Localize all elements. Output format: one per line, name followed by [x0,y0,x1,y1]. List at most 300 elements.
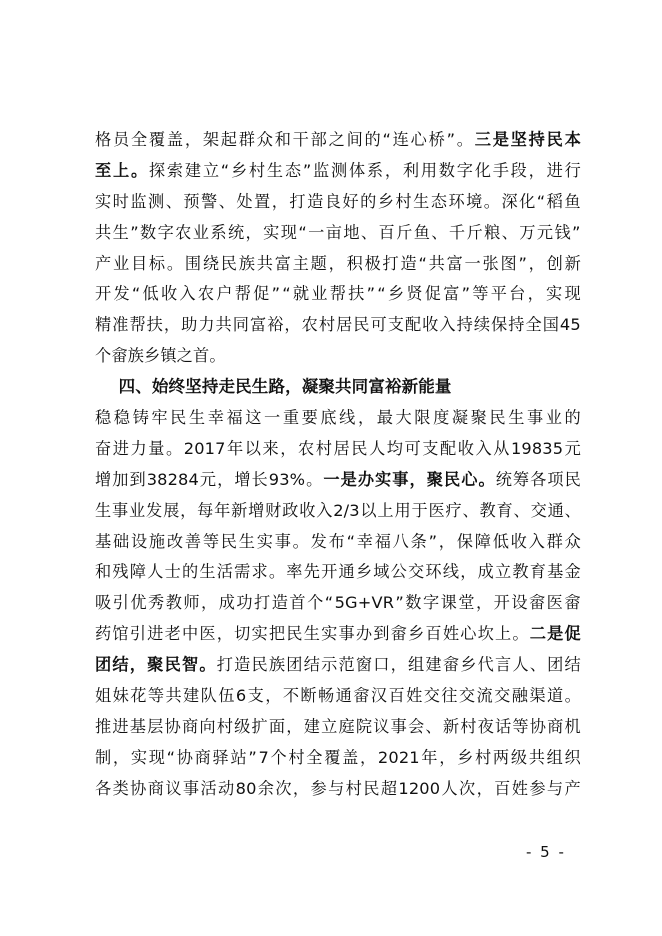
text-glyph: “ [346,531,356,551]
text-glyph: 凝 [451,408,469,428]
text-glyph: 事 [526,408,544,428]
text-glyph: 个 [307,593,324,613]
text-glyph: 、 [431,222,448,242]
text-glyph: ， [438,531,456,551]
text-glyph: 农 [175,222,192,242]
text-glyph: 支 [422,438,439,458]
text-glyph: 一 [464,253,481,273]
text-glyph: 求 [251,562,268,582]
text-glyph: 是 [492,130,510,149]
text-glyph: 保 [491,315,508,335]
text-glyph: 索 [166,160,184,180]
text-glyph: 会 [408,716,425,736]
text-glyph: 加 [112,469,129,489]
text-glyph: ， [439,747,456,767]
text-glyph: 发 [146,500,163,520]
text-glyph: 先 [303,562,321,582]
text-glyph: 和 [274,130,292,149]
text-glyph: 最 [376,408,394,428]
text-glyph: 残 [112,562,129,582]
text-line [95,588,581,619]
text-glyph: 汉 [370,686,388,706]
text-glyph: 次 [459,778,476,798]
text-line [95,249,581,280]
text-line [95,125,581,156]
text-glyph: 2021 [377,747,420,767]
text-glyph: 商 [547,716,564,736]
text-glyph: 深 [501,191,518,211]
text-glyph: 乡 [460,655,477,675]
text-glyph: 时 [112,191,130,211]
text-glyph: 立 [321,716,338,736]
text-glyph: 流 [476,686,493,706]
text-glyph: 课 [440,593,457,613]
text-glyph: ” [518,253,527,273]
text-glyph: “ [298,222,307,242]
text-glyph: 村 [248,160,266,180]
text-glyph: 首 [289,593,306,613]
text-glyph: ， [180,500,197,520]
text-glyph: 以 [244,438,262,458]
text-glyph: 开 [95,284,112,304]
text-glyph: 增 [234,469,251,489]
text-glyph: 连 [392,130,410,149]
text-glyph: 共 [256,253,274,273]
text-glyph: 产 [564,778,581,798]
text-glyph: 代 [477,655,494,675]
text-glyph: 年 [226,438,244,458]
text-glyph: 八 [392,531,410,551]
text-glyph: 覆 [324,747,341,767]
text-glyph: 稳 [113,408,131,428]
text-glyph: 往 [441,686,458,706]
text-glyph: 实 [546,284,563,304]
text-glyph: 统 [495,469,513,489]
text-glyph: 线 [339,408,356,428]
text-glyph: 聚 [426,469,444,489]
text-glyph: 活 [200,778,217,798]
text-glyph: 畅 [318,686,335,706]
text-glyph: ， [527,284,544,304]
text-line [95,434,581,465]
text-glyph: 秀 [148,593,165,613]
text-glyph: 测 [148,191,165,211]
text-glyph: 于 [411,500,428,520]
text-glyph: ， [475,593,493,613]
text-glyph: 配 [439,438,457,458]
text-glyph: 层 [147,716,164,736]
text-glyph: 实 [251,624,268,644]
text-glyph: 新 [564,253,581,273]
text-glyph: 院 [355,716,373,736]
text-glyph: 建 [303,716,321,736]
text-glyph: 展 [163,500,180,520]
text-glyph: 。 [478,469,495,489]
page-number: - 5 - [526,843,566,861]
text-glyph: 全 [130,130,148,149]
text-glyph: 财 [265,500,282,520]
text-glyph: 态 [430,191,448,211]
text-glyph: 度 [433,408,450,428]
text-line [95,218,581,249]
text-glyph: 士 [164,562,181,582]
text-glyph: 不 [282,686,300,706]
text-glyph: ， [528,160,545,180]
text-glyph: 坚 [510,130,527,149]
text-glyph: ， [184,130,202,149]
text-glyph: 级 [234,716,251,736]
text-glyph: 建 [184,160,202,180]
text-glyph: 45 [559,315,581,335]
text-glyph: 活 [216,562,234,582]
text-glyph: 。 [306,469,323,489]
text-glyph: 村 [318,315,336,335]
text-glyph: 协 [176,747,194,767]
text-glyph: 团 [286,655,303,675]
text-glyph: 族 [268,655,286,675]
text-glyph: 团 [547,655,564,675]
text-glyph: 、 [529,655,547,675]
text-glyph: 推 [95,716,112,736]
text-glyph: 结 [303,655,321,675]
text-glyph: 入 [528,531,545,551]
text-glyph: 制 [95,747,112,767]
text-glyph: 实 [95,191,112,211]
text-line [95,650,581,681]
text-glyph: 到 [373,624,390,644]
text-glyph: 生 [508,408,525,428]
text-glyph: “ [536,191,546,211]
text-glyph: 个 [270,747,287,767]
text-glyph: ， [271,191,289,211]
text-glyph: 环 [448,191,465,211]
text-glyph: 现 [564,284,581,304]
text-glyph: 次 [275,778,292,798]
text-glyph: 富 [446,253,463,273]
text-glyph: 医 [199,624,216,644]
text-glyph: ， [390,655,407,675]
text-glyph: 断 [300,686,317,706]
text-glyph: 上 [112,160,130,180]
text-glyph: 。 [564,686,581,706]
text-glyph: 本 [564,130,581,149]
text-glyph: 民 [546,130,563,149]
text-glyph: 教 [165,593,183,613]
text-glyph: 稻 [546,191,564,211]
text-glyph: ， [528,253,545,273]
text-glyph: 居 [333,438,350,458]
text-glyph: 实 [256,531,274,551]
text-glyph: 户 [216,284,233,304]
text-glyph: 心 [460,624,477,644]
text-glyph: 盖 [342,747,359,767]
text-glyph: 要 [301,408,318,428]
text-glyph: 花 [130,686,147,706]
text-glyph: 共 [95,222,112,242]
text-glyph: “ [131,284,141,304]
text-glyph: 农 [301,315,318,335]
text-glyph: 教 [512,562,529,582]
text-glyph: ， [328,253,345,273]
text-glyph: 共 [215,315,232,335]
text-glyph: 数 [438,160,456,180]
text-glyph: ” [395,593,404,613]
text-glyph: 师 [183,593,200,613]
text-glyph: 生 [95,500,112,520]
text-glyph: 极 [364,253,381,273]
text-glyph: 级 [510,747,528,767]
text-glyph: 到 [129,469,146,489]
text-glyph: 百 [494,778,511,798]
text-glyph: 百 [378,222,395,242]
text-glyph: 医 [546,593,564,613]
text-glyph: 民 [351,438,368,458]
text-glyph: 实 [263,222,280,242]
text-glyph: 均 [386,438,404,458]
text-glyph: ， [476,778,493,798]
text-glyph: 各 [530,469,547,489]
text-glyph: 组 [408,655,425,675]
text-glyph: 商 [147,778,165,798]
text-glyph: 粮 [484,222,501,242]
text-glyph: 共 [528,747,546,767]
text-glyph: 基 [95,531,112,551]
text-glyph: 斤 [466,222,483,242]
text-glyph: 万 [519,222,536,242]
text-glyph: 体 [348,160,366,180]
text-glyph: 入 [316,500,333,520]
text-glyph: 。 [292,531,309,551]
text-glyph: 实 [130,747,148,767]
text-glyph: 限 [414,408,431,428]
text-glyph: 之 [328,130,345,149]
text-glyph: 善 [184,531,202,551]
text-glyph: ， [265,686,282,706]
text-glyph: 钱 [554,222,571,242]
text-glyph: 金 [564,562,581,582]
text-line [95,156,581,187]
text-glyph: ， [409,469,426,489]
text-glyph: 。 [166,253,184,273]
text-glyph: ” [302,160,312,180]
text-glyph: 商 [194,747,211,767]
text-glyph: 化 [519,191,536,211]
text-glyph: 增 [95,469,112,489]
text-glyph: ” [248,747,257,767]
text-glyph: 量 [148,438,165,458]
text-glyph: 设 [130,531,148,551]
text-glyph: 促 [424,284,442,304]
text-glyph: 畲 [353,686,370,706]
text-glyph: 居 [336,315,353,335]
text-glyph: 好 [342,191,359,211]
text-glyph: 。 [199,655,216,675]
text-glyph: 的 [564,408,581,428]
text-glyph: 造 [400,253,417,273]
text-glyph: 、 [218,191,236,211]
text-glyph: 聚 [147,655,164,675]
text-glyph: 造 [271,593,289,613]
text-glyph: 助 [181,315,198,335]
text-glyph: 地 [343,222,360,242]
text-glyph: 渠 [529,686,546,706]
text-glyph: 置 [254,191,271,211]
text-glyph: 亩 [325,222,343,242]
text-glyph: 和 [95,562,112,582]
text-glyph: 桥 [428,130,445,149]
text-glyph: 续 [473,315,491,335]
text-glyph: 支 [247,686,264,706]
text-glyph: 覆 [148,130,166,149]
text-glyph: ” [572,222,581,242]
text-glyph: 团 [95,655,112,675]
text-glyph: 村 [216,716,234,736]
text-glyph: 幸 [207,408,225,428]
text-glyph: 事 [392,469,409,489]
text-glyph: 斤 [396,222,413,242]
text-glyph: 开 [321,562,338,582]
text-glyph: 乡 [408,624,425,644]
text-glyph: 上 [494,624,512,644]
text-glyph: 持 [456,315,473,335]
text-glyph: 用 [420,160,438,180]
text-glyph: 议 [373,716,390,736]
text-glyph: 收 [510,531,527,551]
text-glyph: 把 [268,624,286,644]
text-glyph: 生 [303,624,321,644]
text-glyph: 一 [308,222,325,242]
text-glyph: 现 [148,747,166,767]
text-glyph: 。 [130,160,148,180]
text-glyph: 元 [536,222,554,242]
text-glyph: 域 [373,562,390,582]
text-glyph: 监 [313,160,330,180]
text-glyph: 础 [112,531,130,551]
text-glyph: 业 [129,500,146,520]
text-glyph: 大 [395,408,412,428]
text-glyph: 。 [512,624,529,644]
text-glyph: 族 [238,253,256,273]
text-glyph: 政 [282,500,299,520]
text-glyph: 姓 [511,778,529,798]
text-glyph: 新 [231,500,248,520]
text-glyph: 用 [394,500,411,520]
text-line [95,681,581,712]
text-glyph: 长 [251,469,268,489]
text-glyph: ， [129,655,147,675]
text-glyph: 打 [254,593,271,613]
text-glyph: 的 [360,191,377,211]
text-glyph: 庭 [338,716,355,736]
text-glyph: 交 [458,686,476,706]
text-glyph: 力 [198,315,215,335]
text-glyph: 障 [129,562,147,582]
text-glyph: 平 [490,284,508,304]
text-glyph: 同 [232,315,250,335]
text-glyph: 架 [202,130,220,149]
text-glyph: 这 [245,408,262,428]
text-glyph: 态 [284,160,302,180]
text-glyph: ， [360,747,377,767]
text-glyph: 生 [238,531,256,551]
text-glyph: ” [428,531,438,551]
text-glyph: 率 [286,562,303,582]
text-glyph: 事 [338,624,355,644]
text-glyph: 字 [157,222,174,242]
text-glyph: ” [366,284,376,304]
text-glyph: 百 [425,624,442,644]
text-glyph: 台 [509,284,526,304]
text-glyph: 收 [457,438,475,458]
text-glyph: 发 [113,284,130,304]
text-glyph: 造 [234,655,251,675]
text-glyph: 准 [112,315,129,335]
text-glyph: 鱼 [413,222,431,242]
text-glyph: 育 [496,500,513,520]
text-glyph: 贤 [406,284,423,304]
text-glyph: 可 [370,315,387,335]
text-glyph: 福 [374,531,392,551]
text-glyph: 姓 [442,624,460,644]
text-glyph: 心 [461,469,478,489]
text-glyph: 众 [564,531,581,551]
text-line [95,496,581,527]
text-glyph: 警 [201,191,218,211]
text-glyph: 结 [564,655,581,675]
text-glyph: 产 [95,253,112,273]
text-glyph: 富 [443,284,460,304]
text-glyph: 生 [266,160,284,180]
text-glyph: ， [284,315,301,335]
text-glyph: 乡 [457,747,474,767]
text-glyph: 持 [528,130,545,149]
text-glyph: 围 [184,253,202,273]
text-glyph: ” [446,130,456,149]
text-glyph: 间 [346,130,363,149]
text-glyph: 等 [472,284,489,304]
text-run: 个畲族乡镇之首。 [95,346,226,366]
text-glyph: 协 [130,778,147,798]
text-glyph: 机 [564,716,581,736]
text-glyph: 村 [288,747,305,767]
text-glyph: 民 [170,408,187,428]
text-glyph: 改 [166,531,184,551]
text-glyph: 通 [547,500,564,520]
text-glyph: 民 [564,469,581,489]
text-glyph: 交 [408,562,425,582]
text-glyph: 民 [443,469,461,489]
text-glyph: 38284 [146,469,199,489]
text-glyph: 铸 [132,408,149,428]
text-glyph: 需 [234,562,251,582]
text-glyph: 中 [181,624,199,644]
text-glyph: 业 [112,253,130,273]
text-glyph: 上 [377,500,394,520]
text-line [95,557,581,588]
text-glyph: 现 [280,222,298,242]
text-glyph: 保 [456,531,474,551]
text-glyph: ， [163,315,181,335]
text-glyph: 农 [297,438,315,458]
text-glyph: 村 [395,191,412,211]
text-glyph: 姐 [95,686,112,706]
text-glyph: 妹 [112,686,129,706]
text-glyph: 全 [306,747,323,767]
text-glyph: 交 [530,500,547,520]
text-glyph: 入 [475,438,492,458]
text-glyph: 是 [547,624,564,644]
text-glyph: 数 [405,593,422,613]
